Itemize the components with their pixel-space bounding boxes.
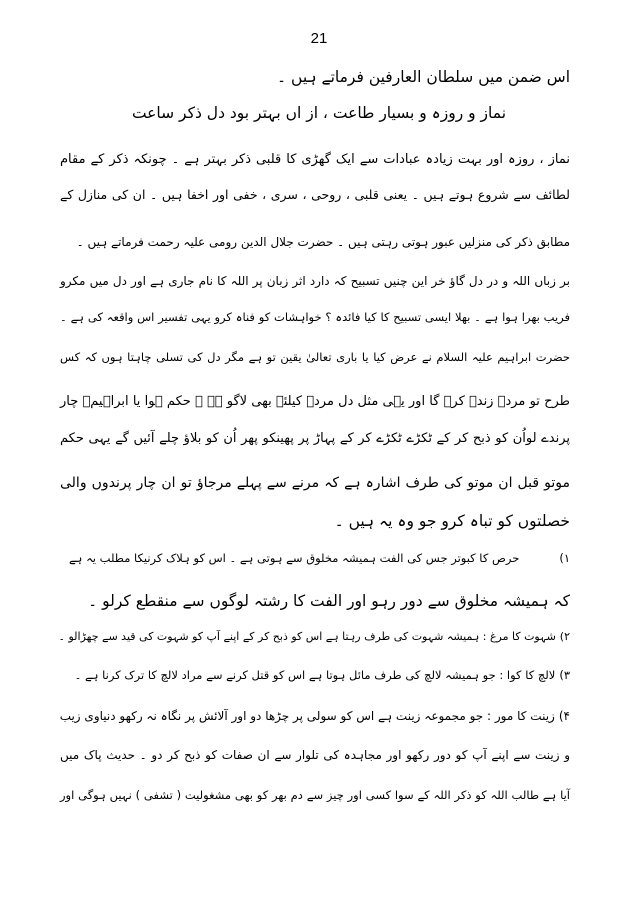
list-item-number: ۱) [559, 551, 570, 565]
list-item [60, 553, 570, 565]
persian-verse: نماز و روزہ و بسیار طاعت ، از اں بہتر بود دل ذکر ساعت [131, 104, 507, 122]
list-item-number: ۴) [558, 709, 570, 723]
paragraph-line: مطابق ذکر کی منزلیں عبور ہوتی رہتی ہیں ۔ حضرت جلال الدین رومی علیہ رحمت فرماتے ہیں ۔ [76, 235, 570, 249]
paragraph-line: فریب بھرا ہوا ہے ۔ بھلا ایسی تسبیح کا کیا فائدہ ؟ خواہشات کو فناہ کرو یہی تفسیر اس واقعہ کی ہے ۔ [60, 310, 570, 324]
list-item-continuation: کہ ہمیشہ مخلوق سے دور رہو اور الفت کا رشتہ لوگوں سے منقطع کرلو ۔ [88, 592, 570, 610]
list-item-text: زینت کا مور : جو مجموعہ زینت ہے اس کو سولی پر چڑھا دو اور آلائش پر نگاہ نہ رکھو دنیاوی زیب [59, 709, 555, 723]
paragraph-line: خصلتوں کو تباہ کرو جو وہ یہ ہیں ۔ [334, 512, 570, 530]
paragraph-line: نماز ، روزہ اور بہت زیادہ عبادات سے ایک گھڑی کا قلبی ذکر بہتر ہے ۔ چونکہ ذکر کے مقام [60, 152, 570, 167]
paragraph-line: بر زباں اللہ و در دل گاؤ خر این چنیں تسبیح کہ دارد اثر زبان پر اللہ کا نام جاری ہے اور دل میں مکرو [60, 274, 570, 288]
paragraph-line: موتو قبل ان موتو کی طرف اشارہ ہے کہ مرنے سے پہلے مرجاؤ تو ان چار پرندوں والی [60, 475, 570, 491]
list-item-text: شہوت کا مرغ : ہمیشہ شہوت کی طرف رہتا ہے اس کو ذبح کر کے اپنے آپ کو شہوت کی قید سے چھڑالو ۔ [58, 630, 556, 643]
list-item-text: لالچ کا کوا : جو ہمیشہ لالچ کی طرف مائل ہوتا ہے اس کو قتل کرنے سے مراد لالچ کا ترک کرنا ہے ۔ [74, 668, 556, 682]
list-item-continuation: آیا ہے طالب اللہ کو ذکر اللہ کے سوا کسی اور چیز سے دم بھر کو بھی مشغولیت ( تشفی ) نہیں ہوگی اور [60, 788, 570, 802]
paragraph-line: لطائف سے شروع ہوتے ہیں ۔ یعنی قلبی ، روحی ، سری ، خفی اور اخفا ہیں ۔ ان کی منازل کے [60, 187, 570, 202]
list-item-number: ۳) [559, 668, 570, 682]
list-item [60, 631, 570, 642]
paragraph-line: حضرت ابراہیم علیہ السلام نے عرض کیا یا باری تعالیٰ یقین تو ہے مگر دل کی تسلی چاہتا ہوں کہ کس [60, 350, 570, 364]
paragraph-line: پرندے لواُن کو ذبح کر کے ٹکڑے ٹکڑے کر کے پہاڑ پر پھینکو پھر اُن کو بلاؤ چلے آئیں گے یہی حکم [60, 431, 570, 446]
list-item-number: ۲) [559, 630, 570, 643]
list-item [60, 710, 570, 722]
page-number: 21 [310, 30, 328, 47]
list-item-text: حرص کا کبوتر جس کی الفت ہمیشہ مخلوق سے ہوتی ہے ۔ اس کو ہلاک کرنیکا مطلب یہ ہے [68, 551, 520, 565]
list-item-continuation: و زینت سے اپنے آپ کو دور رکھو اور مجاہدہ کی تلوار سے ان صفات کو ذبح کر دو ۔ حدیث پاک میں [60, 748, 570, 762]
list-item [60, 670, 570, 682]
intro-line: اس ضمن میں سلطان العارفین فرماتے ہیں ۔ [277, 68, 570, 86]
paragraph-line: طرح تو مردے زندہ کرے گا اور یہی مثل دل مردہ کیلئے بھی لاگو ہے ۔ حکم ہوا یا ابراہیمؑ چار [60, 394, 570, 409]
